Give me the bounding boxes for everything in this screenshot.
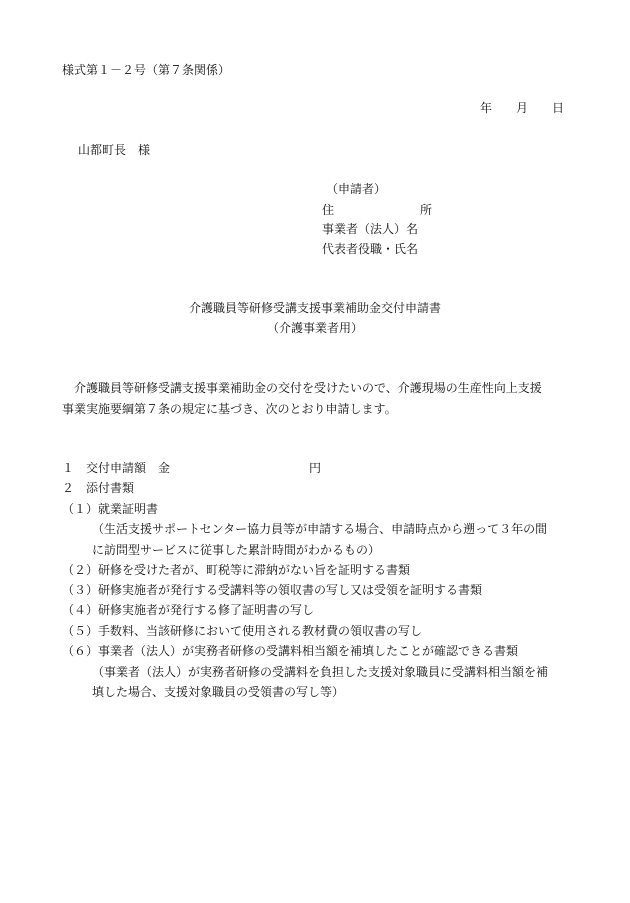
doc-1: （１）就業証明書 [62,502,159,516]
doc-4: （４）研修実施者が発行する修了証明書の写し [62,603,315,617]
intro-line-1: 介護職員等研修受講支援事業補助金の交付を受けたいので、介護現場の生産性向上支援 [74,381,542,395]
doc-1-note-line-1: （生活支援サポートセンター協力員等が申請する場合、申請時点から遡って３年の間 [92,522,548,536]
applicant-representative-label: 代表者役職・氏名 [322,242,419,256]
intro-line-2: 事業実施要綱第７条の規定に基づき、次のとおり申請します。 [62,402,397,416]
date-day: 日 [552,101,565,115]
date-line [480,101,564,115]
doc-6: （６）事業者（法人）が実務者研修の受講料相当額を補填したことが確認できる書類 [62,644,519,658]
date-month: 月 [516,101,529,115]
document-title: 介護職員等研修受講支援事業補助金交付申請書 [188,301,441,315]
form-number: 様式第１－２号（第７条関係） [62,63,231,77]
addressee: 山都町長 様 [78,143,151,157]
doc-5: （５）手数料、当該研修において使用される教材費の領収書の写し [62,624,423,638]
address-char-1: 住 [322,203,335,217]
item-1-unit: 円 [309,461,322,475]
doc-2: （２）研修を受けた者が、町税等に滞納がない旨を証明する書類 [62,563,411,577]
item-2-label: ２ 添付書類 [62,481,135,495]
date-year: 年 [480,101,493,115]
doc-3: （３）研修実施者が発行する受講料等の領収書の写し又は受領を証明する書類 [62,583,483,597]
address-char-2: 所 [419,203,432,217]
applicant-address-label [322,203,432,217]
document-subtitle: （介護事業者用） [266,321,363,335]
doc-1-note-line-2: に訪問型サービスに従事した累計時間がわかるもの） [92,543,381,557]
doc-6-note-line-2: 填した場合、支援対象職員の受領書の写し等） [92,685,345,699]
applicant-business-label: 事業者（法人）名 [322,222,419,236]
applicant-heading: （申請者） [326,182,387,196]
item-1-label: １ 交付申請額 金 [62,461,171,475]
doc-6-note-line-1: （事業者（法人）が実務者研修の受講料を負担した支援対象職員に受講料相当額を補 [92,665,549,679]
